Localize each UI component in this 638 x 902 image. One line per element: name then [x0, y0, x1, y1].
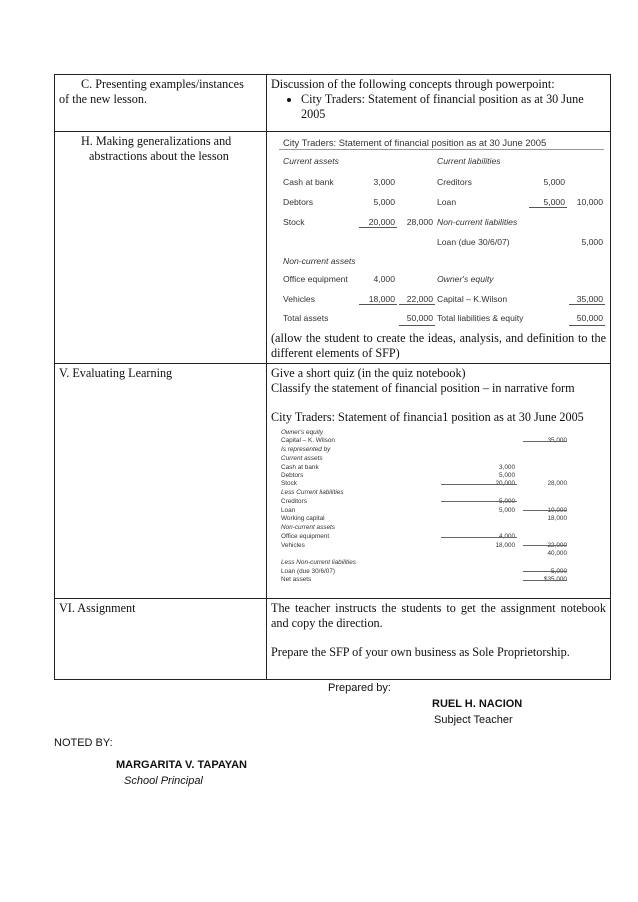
- content-cell: [267, 599, 611, 680]
- sfp-capital-label: Capital – K.Wilson: [437, 294, 508, 304]
- label-cell: [55, 599, 267, 680]
- sfp-noncurrent-assets-heading: Non-current assets: [283, 256, 356, 266]
- qz-owners-equity: Owner's equity: [281, 429, 324, 436]
- sfp-creditors-value: 5,000: [543, 177, 565, 187]
- qz-ca-total: 28,000: [547, 480, 567, 487]
- sfp-rule: [399, 325, 435, 326]
- qz-stock-label: Stock: [281, 480, 297, 487]
- spacer: [271, 396, 606, 410]
- quiz-classify: Classify the statement of financial position – in narrative form: [271, 381, 575, 395]
- row-label: V. Evaluating Learning: [59, 366, 173, 380]
- sfp-capital-value: 35,000: [576, 294, 603, 304]
- sfp-rule: [569, 325, 605, 326]
- sfp-vehicles-value: 18,000: [368, 294, 395, 304]
- bullet-list: [271, 92, 606, 122]
- sfp-debtors-value: 5,000: [373, 197, 395, 207]
- sfp-rule: [569, 304, 605, 305]
- sfp-current-assets-heading: Current assets: [283, 156, 339, 166]
- teacher-title: Subject Teacher: [434, 714, 513, 726]
- qz-rule: [441, 501, 517, 502]
- sfp-rule: [359, 304, 397, 305]
- sfp-current-assets-total: 28,000: [406, 217, 433, 227]
- qz-vehicles-label: Vehicles: [281, 542, 305, 549]
- label-cell: [55, 75, 267, 132]
- qz-debtors-label: Debtors: [281, 472, 304, 479]
- quiz-instruction: Give a short quiz (in the quiz notebook): [271, 366, 466, 380]
- qz-less-cl: Less Current liabilities: [281, 489, 344, 496]
- qz-capital-label: Capital – K. Wilson: [281, 437, 335, 444]
- teacher-name: RUEL H. NACION: [432, 698, 523, 710]
- qz-rule: [523, 441, 567, 442]
- lesson-plan-table: [54, 74, 611, 680]
- sfp-loan-due-label: Loan (due 30/6/07): [437, 237, 510, 247]
- prepared-by-label: Prepared by:: [328, 682, 391, 694]
- sfp-loan-label: Loan: [437, 197, 457, 207]
- qz-office-value: 4,000: [499, 533, 515, 540]
- sfp-loan-total: 10,000: [576, 197, 603, 207]
- qz-loan-label: Loan: [281, 507, 296, 514]
- sfp-loan-value: 5,000: [543, 197, 565, 207]
- qz-nca: Non-current assets: [281, 524, 335, 531]
- sfp-rule: [529, 207, 567, 208]
- label-cell: [55, 364, 267, 599]
- qz-working-capital-label: Working capital: [281, 515, 325, 522]
- sfp-vehicles-label: Vehicles: [283, 294, 316, 304]
- qz-sum-value: 40,000: [547, 550, 567, 557]
- row-evaluating-learning: [55, 364, 611, 599]
- qz-working-capital-value: 18,000: [547, 515, 567, 522]
- noted-by-label: NOTED BY:: [54, 737, 113, 749]
- bullet-item: • City Traders: Statement of financial position as at 30 June 2005: [301, 92, 606, 122]
- sfp-current-liabilities-heading: Current liabilities: [437, 156, 501, 166]
- sfp-title: City Traders: Statement of financial position as at 30 June 2005: [283, 137, 547, 148]
- qz-loan-due-value: 5,000: [551, 568, 567, 575]
- qz-rule: [441, 484, 517, 485]
- sfp-cash-label: Cash at bank: [283, 177, 334, 187]
- qz-rule: [523, 580, 567, 581]
- financial-position-image: [271, 134, 606, 330]
- sfp-loan-due-value: 5,000: [581, 237, 603, 247]
- qz-loan-due-label: Loan (due 30/6/07): [281, 568, 336, 575]
- qz-represented: Is represented by: [281, 446, 331, 453]
- quiz-title: City Traders: Statement of financia1 position as at 30 June 2005: [271, 410, 584, 424]
- qz-stock-value: 20,000: [495, 480, 515, 487]
- sfp-office-label: Office equipment: [283, 274, 348, 284]
- qz-capital-value: 35,000: [547, 437, 567, 444]
- sfp-stock-value: 20,000: [368, 217, 395, 227]
- row-assignment: [55, 599, 611, 680]
- assignment-task: Prepare the SFP of your own business as Sole Proprietorship.: [271, 645, 570, 659]
- row-label-line2: of the new lesson.: [59, 92, 148, 106]
- sfp-rule: [359, 227, 397, 228]
- qz-cash-value: 3,000: [499, 464, 515, 471]
- row-presenting-examples: [55, 75, 611, 132]
- sfp-title-rule: [279, 149, 604, 150]
- qz-cl-total: 10,000: [547, 507, 567, 514]
- qz-vehicles-value: 18,000: [495, 542, 515, 549]
- qz-less-ncl: Less Non-current liabilities: [281, 559, 356, 566]
- row-label: VI. Assignment: [59, 601, 136, 615]
- qz-net-assets-value: $35,000: [543, 576, 567, 583]
- qz-nca-total: 22,000: [547, 542, 567, 549]
- content-intro: Discussion of the following concepts through powerpoint:: [271, 77, 555, 91]
- qz-net-assets-label: Net assets: [281, 576, 312, 583]
- content-cell: [267, 364, 611, 599]
- qz-current-assets: Current assets: [281, 455, 323, 462]
- qz-debtors-value: 5,000: [499, 472, 515, 479]
- sfp-total-assets-label: Total assets: [283, 313, 329, 323]
- sfp-office-value: 4,000: [373, 274, 395, 284]
- sfp-stock-label: Stock: [283, 217, 305, 227]
- principal-name: MARGARITA V. TAPAYAN: [116, 759, 248, 771]
- sfp-total-le-value: 50,000: [576, 313, 603, 323]
- sfp-rule: [399, 304, 435, 305]
- qz-creditors-value: 5,000: [499, 498, 515, 505]
- sfp-creditors-label: Creditors: [437, 177, 472, 187]
- sfp-total-assets-value: 50,000: [406, 313, 433, 323]
- sfp-noncurrent-liabilities-heading: Non-current liabilities: [437, 217, 518, 227]
- principal-title: School Principal: [124, 775, 203, 787]
- sfp-cash-value: 3,000: [373, 177, 395, 187]
- quiz-image: [271, 425, 606, 581]
- row-label-line1: C. Presenting examples/instances: [81, 77, 244, 91]
- row-generalizations: [55, 132, 611, 364]
- label-cell: [55, 132, 267, 364]
- sfp-total-le-label: Total liabilities & equity: [437, 313, 524, 323]
- generalization-note: (allow the student to create the ideas, analysis, and definition to the different elements of SFP): [271, 331, 606, 360]
- assignment-instruction: The teacher instructs the students to get the assignment notebook and copy the direction.: [271, 601, 606, 630]
- content-cell: [267, 132, 611, 364]
- content-cell: [267, 75, 611, 132]
- row-label-line1: H. Making generalizations and: [81, 134, 232, 148]
- sfp-owners-equity-heading: Owner's equity: [437, 274, 494, 284]
- sfp-noncurrent-assets-total: 22,000: [406, 294, 433, 304]
- spacer: [271, 631, 606, 645]
- qz-office-label: Office equipment: [281, 533, 330, 540]
- qz-cash-label: Cash at bank: [281, 464, 319, 471]
- sfp-debtors-label: Debtors: [283, 197, 314, 207]
- row-label-line2: abstractions about the lesson: [89, 149, 229, 163]
- qz-creditors-label: Creditors: [281, 498, 307, 505]
- qz-loan-value: 5,000: [499, 507, 515, 514]
